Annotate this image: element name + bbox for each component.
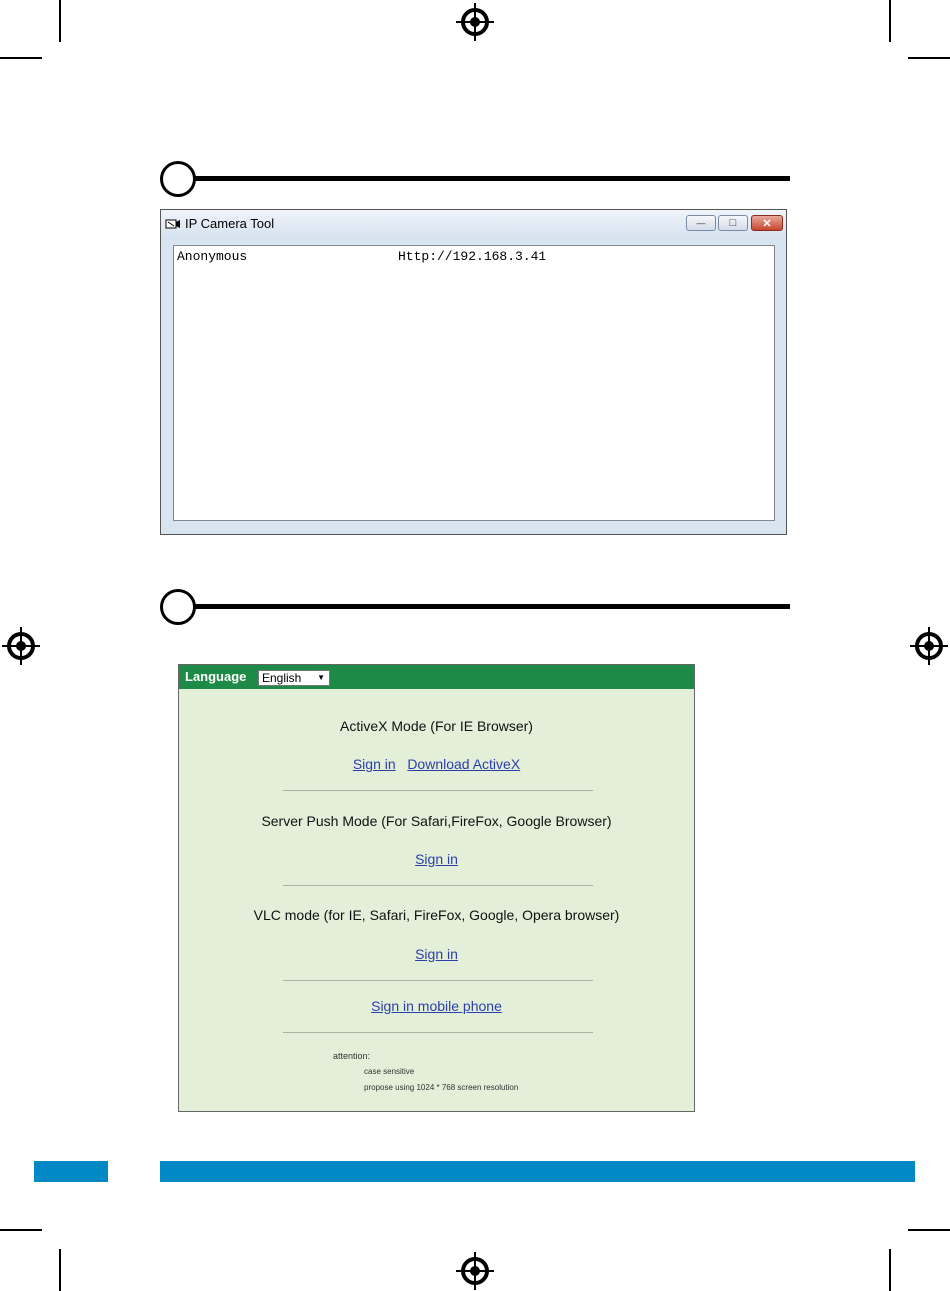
vlc-links bbox=[179, 946, 694, 962]
registration-mark-icon bbox=[2, 627, 40, 665]
language-bar bbox=[179, 665, 694, 689]
server-push-links bbox=[179, 851, 694, 867]
registration-mark-icon bbox=[456, 1252, 494, 1290]
crop-mark bbox=[889, 1249, 891, 1291]
mobile-signin-link[interactable]: Sign in mobile phone bbox=[371, 998, 502, 1014]
device-list-row[interactable] bbox=[174, 246, 774, 266]
minimize-button[interactable] bbox=[686, 215, 716, 231]
divider bbox=[283, 1032, 593, 1033]
registration-mark-icon bbox=[910, 627, 948, 665]
crop-mark bbox=[908, 1229, 950, 1231]
maximize-button[interactable] bbox=[718, 215, 748, 231]
activex-links bbox=[179, 756, 694, 772]
registration-mark-icon bbox=[456, 3, 494, 41]
divider bbox=[283, 885, 593, 886]
crop-mark bbox=[889, 0, 891, 42]
device-name: Anonymous bbox=[177, 249, 248, 264]
camera-app-icon bbox=[165, 217, 181, 231]
attention-note: case sensitive bbox=[364, 1067, 415, 1076]
activex-signin-link[interactable]: Sign in bbox=[352, 756, 396, 772]
language-value: English bbox=[262, 671, 302, 685]
crop-mark bbox=[908, 57, 950, 59]
device-list bbox=[173, 245, 775, 521]
device-address: Http://192.168.3.41 bbox=[398, 249, 547, 264]
camera-login-page bbox=[178, 664, 695, 1112]
section-rule bbox=[195, 176, 790, 181]
attention-label: attention: bbox=[333, 1051, 371, 1061]
ip-camera-tool-window bbox=[160, 209, 787, 535]
section-rule bbox=[195, 604, 790, 609]
vlc-signin-link[interactable]: Sign in bbox=[415, 946, 458, 962]
crop-mark bbox=[59, 1249, 61, 1291]
window-titlebar[interactable] bbox=[161, 210, 786, 238]
close-button[interactable] bbox=[751, 215, 783, 231]
window-title: IP Camera Tool bbox=[185, 216, 275, 231]
server-push-signin-link[interactable]: Sign in bbox=[415, 851, 458, 867]
step-marker-circle bbox=[160, 589, 196, 625]
attention-note: propose using 1024 * 768 screen resolution bbox=[364, 1083, 519, 1092]
language-label: Language bbox=[185, 669, 247, 684]
activex-mode-title: ActiveX Mode (For IE Browser) bbox=[340, 718, 533, 734]
footer-bar bbox=[160, 1161, 915, 1182]
vlc-mode-title: VLC mode (for IE, Safari, FireFox, Google, Opera browser) bbox=[253, 907, 620, 923]
step-marker-circle bbox=[160, 161, 196, 197]
crop-mark bbox=[0, 1229, 42, 1231]
close-icon: ✕ bbox=[762, 217, 772, 230]
minimize-icon: — bbox=[696, 218, 706, 228]
crop-mark bbox=[0, 57, 42, 59]
footer-bar bbox=[34, 1161, 108, 1182]
server-push-mode-title: Server Push Mode (For Safari,FireFox, Google Browser) bbox=[261, 813, 612, 829]
crop-mark bbox=[59, 0, 61, 42]
divider bbox=[283, 980, 593, 981]
divider bbox=[283, 790, 593, 791]
dropdown-arrow-icon: ▼ bbox=[317, 673, 325, 682]
download-activex-link[interactable]: Download ActiveX bbox=[407, 756, 521, 772]
mobile-links bbox=[179, 998, 694, 1014]
language-select[interactable] bbox=[258, 670, 330, 686]
maximize-icon: □ bbox=[729, 217, 737, 229]
